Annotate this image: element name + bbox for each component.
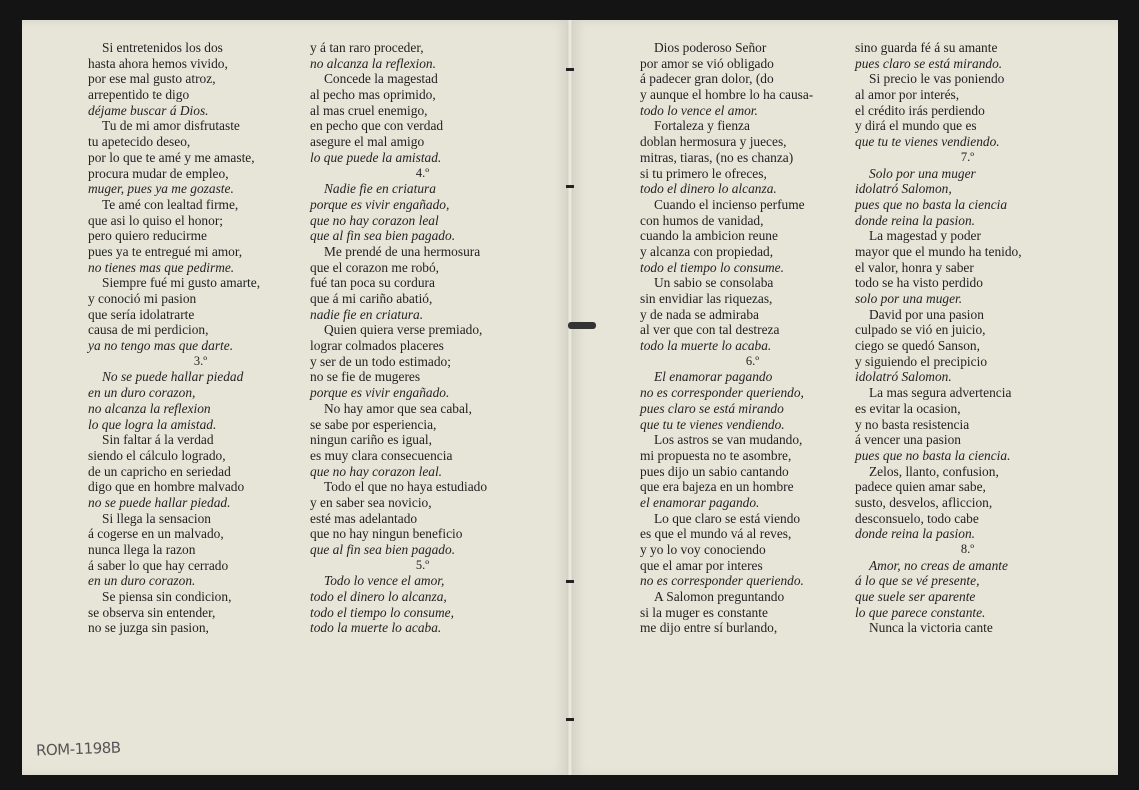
verse-line: Si precio le vas poniendo [869, 71, 1005, 87]
verse-line: asegure el mal amigo [310, 134, 425, 150]
verse-line: al mas cruel enemigo, [310, 102, 428, 118]
verse-line: Tu de mi amor disfrutaste [102, 118, 240, 134]
verse-line: que el corazon me robó, [310, 259, 440, 275]
verse-line: todo el tiempo lo consume, [310, 604, 454, 620]
verse-line: al pecho mas oprimido, [310, 87, 436, 103]
verse-line: culpado se vió en juicio, [855, 322, 986, 338]
verse-line: nadie fie en criatura. [310, 306, 424, 322]
verse-line: porque es vivir engañado. [310, 385, 450, 401]
verse-line: si tu primero le ofreces, [640, 165, 767, 181]
verse-line: 6.º [745, 353, 760, 368]
verse-line: pues claro se está mirando [640, 400, 784, 416]
verse-line: esté mas adelantado [310, 510, 418, 526]
binding-mark [566, 580, 574, 583]
verse-line: por ese mal gusto atroz, [88, 71, 216, 87]
verse-line: y yo lo voy conociendo [640, 542, 766, 557]
verse-line: no se fie de mugeres [310, 369, 421, 385]
verse-line: A Salomon preguntando [654, 589, 785, 605]
verse-line: fué tan poca su cordura [310, 275, 435, 291]
verse-line: en un duro corazon, [88, 385, 196, 401]
verse-line: todo lo vence el amor. [640, 102, 758, 118]
verse-line: y conoció mi pasion [88, 291, 197, 306]
verse-line: se sabe por esperiencia, [310, 416, 437, 432]
text-column-2 [310, 40, 535, 636]
verse-line: no tienes mas que pedirme. [88, 259, 235, 275]
verse-line: que no hay ningun beneficio [310, 526, 463, 542]
verse-line: todo el dinero lo alcanza. [640, 181, 777, 197]
verse-line: mayor que el mundo ha tenido, [855, 243, 1022, 259]
verse-line: Quien quiera verse premiado, [324, 322, 483, 338]
verse-line: pues que no basta la ciencia [855, 196, 1008, 212]
verse-line: ciego se quedó Sanson, [855, 338, 980, 354]
verse-line: déjame buscar á Dios. [88, 102, 209, 118]
verse-line: por lo que te amé y me amaste, [88, 149, 255, 165]
verse-line: es muy clara consecuencia [310, 447, 453, 463]
verse-line: Te amé con lealtad firme, [102, 196, 239, 212]
verse-line: siendo el cálculo logrado, [88, 447, 226, 463]
verse-line: Amor, no creas de amante [869, 557, 1008, 573]
verse-line: Lo que claro se está viendo [654, 510, 801, 526]
verse-line: Concede la magestad [324, 71, 438, 87]
center-fold [567, 20, 573, 775]
verse-line: ya no tengo mas que darte. [88, 338, 234, 354]
verse-line: 8.º [960, 542, 975, 556]
verse-line: que á mi cariño abatió, [310, 291, 433, 306]
verse-line: No se puede hallar piedad [102, 369, 244, 385]
verse-line: El enamorar pagando [654, 369, 773, 385]
verse-line: lo que puede la amistad. [310, 149, 442, 165]
verse-line: Si entretenidos los dos [102, 40, 223, 55]
verse-line: todo la muerte lo acaba. [640, 338, 772, 354]
verse-line: á saber lo que hay cerrado [88, 557, 229, 573]
verse-line: Fortaleza y fienza [654, 118, 750, 134]
verse-line: á lo que se vé presente, [855, 573, 980, 589]
verse-line: mi propuesta no te asombre, [640, 447, 792, 463]
verse-line: Solo por una muger [869, 165, 976, 181]
verse-line: David por una pasion [869, 306, 984, 322]
verse-line: no alcanza la reflexion. [310, 55, 436, 71]
verse-line: padece quien amar sabe, [855, 479, 986, 495]
verse-line: hasta ahora hemos vivido, [88, 55, 228, 71]
verse-line: lo que parece constante. [855, 604, 986, 620]
verse-line: todo la muerte lo acaba. [310, 620, 442, 636]
verse-line: desconsuelo, todo cabe [855, 510, 979, 526]
verse-line: no se juzga sin pasion, [88, 620, 209, 636]
verse-line: Todo lo vence el amor, [324, 573, 445, 589]
verse-line: en un duro corazon. [88, 573, 196, 589]
verse-line: Cuando el incienso perfume [654, 196, 805, 212]
verse-line: procura mudar de empleo, [88, 165, 229, 181]
verse-line: al ver que con tal destreza [640, 322, 780, 338]
verse-line: Los astros se van mudando, [654, 432, 803, 448]
verse-line: no es corresponder queriendo. [640, 573, 804, 589]
verse-line: es que el mundo vá al reves, [640, 526, 792, 542]
verse-line: No hay amor que sea cabal, [324, 400, 472, 416]
verse-line: 5.º [415, 557, 430, 572]
verse-line: cuando la ambicion reune [640, 228, 778, 244]
verse-line: que al fin sea bien pagado. [310, 542, 456, 557]
verse-line: y no basta resistencia [855, 416, 970, 432]
verse-line: y dirá el mundo que es [855, 118, 977, 134]
verse-line: nunca llega la razon [88, 542, 196, 557]
verse-line: 3.º [193, 353, 208, 368]
verse-line: Dios poderoso Señor [654, 40, 767, 55]
verse-line: al amor por interés, [855, 87, 960, 103]
verse-line: y de nada se admiraba [640, 306, 759, 322]
verse-line: Nunca la victoria cante [869, 620, 993, 636]
catalog-mark: ROM-1198B [35, 738, 121, 760]
verse-line: pues que no basta la ciencia. [855, 447, 1011, 463]
verse-line: susto, desvelos, afliccion, [855, 494, 993, 510]
verse-line: me dijo entre sí burlando, [640, 620, 778, 636]
verse-line: muger, pues ya me gozaste. [88, 181, 234, 197]
verse-line: no es corresponder queriendo, [640, 385, 804, 401]
text-column-4 [855, 40, 1080, 636]
verse-line: digo que en hombre malvado [88, 479, 245, 495]
verse-line: donde reina la pasion. [855, 526, 976, 542]
verse-line: no alcanza la reflexion [88, 400, 211, 416]
verse-line: con humos de vanidad, [640, 212, 764, 228]
text-column-3 [640, 40, 865, 636]
verse-line: mitras, tiaras, (no es chanza) [640, 149, 794, 165]
verse-line: Zelos, llanto, confusion, [869, 463, 999, 479]
text-column-1 [88, 40, 313, 636]
verse-line: Sin faltar á la verdad [102, 432, 214, 448]
binding-mark [566, 718, 574, 721]
verse-line: donde reina la pasion. [855, 212, 976, 228]
verse-line: ningun cariño es igual, [310, 432, 432, 448]
verse-line: el crédito irás perdiendo [855, 102, 985, 118]
verse-line: que no hay corazon leal. [310, 463, 443, 479]
verse-line: á cogerse en un malvado, [88, 526, 224, 542]
verse-line: idolatró Salomon. [855, 369, 952, 385]
ink-blotch [568, 322, 596, 329]
verse-line: que el amar por interes [640, 557, 763, 573]
binding-mark [566, 68, 574, 71]
verse-line: tu apetecido deseo, [88, 134, 191, 150]
verse-line: y siguiendo el precipicio [855, 353, 988, 369]
verse-line: y aunque el hombre lo ha causa- [640, 87, 814, 103]
verse-line: porque es vivir engañado, [310, 196, 450, 212]
verse-line: Nadie fie en criatura [324, 181, 436, 197]
verse-line: á vencer una pasion [855, 432, 961, 448]
verse-line: pues ya te entregué mi amor, [88, 243, 243, 259]
verse-line: que no hay corazon leal [310, 212, 439, 228]
verse-line: sino guarda fé á su amante [855, 40, 998, 55]
verse-line: lo que logra la amistad. [88, 416, 217, 432]
verse-line: y á tan raro proceder, [310, 40, 424, 55]
verse-line: el valor, honra y saber [855, 259, 974, 275]
verse-line: no se puede hallar piedad. [88, 494, 231, 510]
verse-line: el enamorar pagando. [640, 494, 760, 510]
verse-line: idolatró Salomon, [855, 181, 952, 197]
binding-mark [566, 185, 574, 188]
verse-line: Un sabio se consolaba [654, 275, 774, 291]
verse-line: 7.º [960, 149, 975, 164]
verse-line: en pecho que con verdad [310, 118, 444, 134]
verse-line: todo el dinero lo alcanza, [310, 589, 447, 605]
verse-line: y en saber sea novicio, [310, 494, 432, 510]
verse-line: y ser de un todo estimado; [310, 353, 451, 369]
verse-line: es evitar la ocasion, [855, 400, 961, 416]
verse-line: causa de mi perdicion, [88, 322, 209, 338]
verse-line: solo por una muger. [855, 291, 963, 306]
verse-line: que asi lo quiso el honor; [88, 212, 224, 228]
verse-line: de un capricho en seriedad [88, 463, 231, 479]
verse-line: que tu te vienes vendiendo. [855, 134, 1000, 150]
verse-line: pues dijo un sabio cantando [640, 463, 789, 479]
verse-line: Siempre fué mi gusto amarte, [102, 275, 261, 291]
verse-line: pues claro se está mirando. [855, 55, 1003, 71]
verse-line: Se piensa sin condicion, [102, 589, 232, 605]
verse-line: que era bajeza en un hombre [640, 479, 794, 495]
verse-line: todo el tiempo lo consume. [640, 259, 784, 275]
verse-line: y alcanza con propiedad, [640, 243, 774, 259]
verse-line: por amor se vió obligado [640, 55, 774, 71]
verse-line: Todo el que no haya estudiado [324, 479, 488, 495]
verse-line: que tu te vienes vendiendo. [640, 416, 785, 432]
verse-line: todo se ha visto perdido [855, 275, 983, 291]
verse-line: se observa sin entender, [88, 604, 216, 620]
verse-line: que al fin sea bien pagado. [310, 228, 456, 244]
verse-line: si la muger es constante [640, 604, 768, 620]
verse-line: pero quiero reducirme [88, 228, 207, 244]
verse-line: que sería idolatrarte [88, 306, 195, 322]
verse-line: á padecer gran dolor, (do [640, 71, 774, 87]
verse-line: lograr colmados placeres [310, 338, 444, 354]
verse-line: Me prendé de una hermosura [324, 243, 481, 259]
verse-line: sin envidiar las riquezas, [640, 291, 773, 306]
verse-line: doblan hermosura y jueces, [640, 134, 787, 150]
verse-line: La mas segura advertencia [869, 385, 1012, 401]
verse-line: que suele ser aparente [855, 589, 976, 605]
verse-line: arrepentido te digo [88, 87, 190, 103]
verse-line: 4.º [415, 165, 430, 180]
verse-line: La magestad y poder [869, 228, 981, 244]
verse-line: Si llega la sensacion [102, 510, 211, 526]
